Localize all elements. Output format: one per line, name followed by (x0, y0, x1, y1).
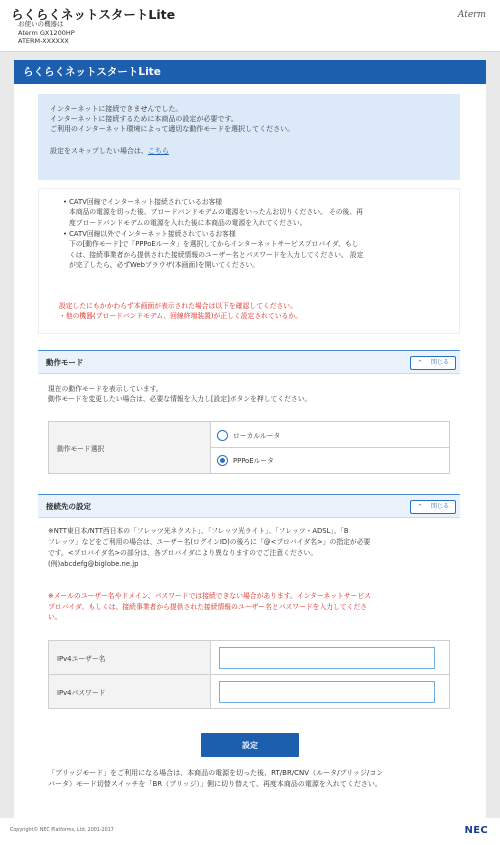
notice-line: が完了したら、必ずWebブラウザ(本画面)を開いてください。 (69, 260, 260, 269)
notice-catv (63, 197, 455, 228)
skip-text: 設定をスキップしたい場合は、 (50, 147, 148, 155)
copyright: Copyright© NEC Platforms, Ltd. 2001-2017 (10, 828, 114, 833)
top-bar (0, 0, 500, 52)
chevron-up-icon: ⌃ (417, 503, 423, 511)
alert-line: インターネットに接続するために本商品の設定が必要です。 (50, 115, 238, 123)
warning-line: ・他の機器(ブロードバンドモデム、回線終端装置)が正しく設定されているか。 (59, 312, 302, 321)
warning-line: プロバイダ、もしくは、接続事業者から提供された接続情報のユーザー名とパスワードを入力してくださ (48, 602, 368, 611)
radio-local-router[interactable] (211, 423, 449, 448)
skip-link[interactable]: こちら (147, 147, 169, 155)
notice-line: 度ブロードバンドモデムの電源を入れた後に本商品の電源を入れてください。 (69, 218, 307, 227)
desc-line: 動作モードを変更したい場合は、必要な情報を入力し[設定]ボタンを押してください。 (48, 395, 312, 403)
device-model: Aterm GX1200HP (18, 28, 75, 37)
notice-box (38, 188, 460, 334)
alert-line: ご利用のインターネット環境によって適切な動作モードを選択してください。 (50, 125, 295, 133)
footer (0, 818, 500, 845)
radio-button-selected[interactable] (217, 455, 228, 466)
desc-line: 現在の動作モードを表示しています。 (48, 385, 163, 393)
note-line: ※NTT東日本/NTT西日本の「フレッツ光ネクスト」、「フレッツ光ライト」、「フレッツ・ADSL」、「B (48, 527, 349, 535)
ipv4-username-input[interactable] (219, 647, 435, 669)
submit-button[interactable]: 設定 (201, 733, 299, 757)
chevron-up-icon: ⌃ (417, 359, 423, 367)
conn-collapse-button[interactable] (410, 500, 456, 514)
radio-label: PPPoEルータ (233, 456, 274, 465)
device-info (18, 20, 75, 46)
notice-other (63, 229, 455, 270)
note-line: フレッツ」などをご利用の場合は、ユーザー名(ログインID)の後ろに「@<プロバイダ名>」の指定が必要 (48, 538, 371, 546)
warning-line: い。 (48, 613, 62, 621)
app-title: らくらくネットスタートLite (11, 7, 176, 22)
skip-row (50, 146, 460, 156)
mode-select-label: 動作モード選択 (49, 422, 211, 474)
radio-button[interactable] (217, 430, 228, 441)
notice-line: 下の[動作モード]で「PPPoEルータ」を選択してからインターネットサービスプロバイダ、もし (69, 240, 359, 249)
nec-logo: NEC (464, 825, 488, 836)
collapse-label: 閉じる (430, 503, 449, 510)
notice-line: くは、接続事業者から提供された接続情報のユーザー名とパスワードを入力してください。 設定 (69, 250, 364, 259)
ipv4-user-cell (211, 641, 450, 675)
bridge-line: 「ブリッジモード」をご利用になる場合は、本商品の電源を切った後、RT/BR/CNV（ルータ/ブリッジ/コン (48, 769, 384, 777)
device-name: ATERM-XXXXXX (18, 37, 69, 45)
warning-line: ※メールのユーザー名やドメイン、パスワードでは接続できない場合があります。インターネットサービス (48, 592, 371, 600)
note-line: です。<プロバイダ名>の部分は、各プロバイダにより異なりますのでご注意ください。 (48, 549, 318, 557)
conn-warning (48, 591, 458, 623)
note-line: (例)abcdefg@biglobe.ne.jp (48, 560, 139, 568)
ipv4-user-label: IPv4ユーザー名 (49, 641, 211, 675)
mode-options-cell (211, 422, 450, 474)
radio-label: ローカルルータ (233, 431, 281, 440)
notice-title: • CATV回線以外でインターネット接続されているお客様 (63, 230, 236, 238)
connection-alert (38, 94, 460, 180)
collapse-label: 閉じる (430, 359, 449, 366)
ipv4-pass-label: IPv4パスワード (49, 675, 211, 709)
notice-warning (59, 301, 451, 322)
ipv4-password-input[interactable] (219, 681, 435, 703)
notice-title: • CATV回線でインターネット接続されているお客様 (63, 198, 223, 206)
credentials-table (48, 640, 450, 709)
mode-description (48, 384, 458, 404)
mode-section-title: 動作モード (46, 358, 84, 367)
notice-line: 本商品の電源を切った後、ブロードバンドモデムの電源をいったんお切りください。 その後、再 (69, 208, 363, 217)
mode-collapse-button[interactable] (410, 356, 456, 370)
conn-section-title: 接続先の設定 (46, 502, 91, 511)
warning-line: 設定したにもかかわらず本画面が表示された場合は以下を確認してください。 (59, 302, 297, 310)
alert-line: インターネットに接続できませんでした。 (50, 105, 183, 113)
conn-section-header (38, 494, 460, 518)
conn-note (48, 526, 458, 570)
ipv4-pass-cell (211, 675, 450, 709)
device-label: お使いの機器は (18, 20, 64, 28)
mode-section-header (38, 350, 460, 374)
aterm-logo: Aterm (457, 10, 486, 20)
radio-pppoe-router[interactable] (211, 448, 449, 473)
mode-table (48, 421, 450, 474)
bridge-mode-note (48, 768, 464, 790)
bridge-line: バータ）モード切替スイッチを「BR（ブリッジ）」側に切り替えて、再度本商品の電源を入れてください。 (48, 780, 382, 788)
page-title: らくらくネットスタートLite (14, 60, 486, 84)
main-card (14, 60, 486, 818)
